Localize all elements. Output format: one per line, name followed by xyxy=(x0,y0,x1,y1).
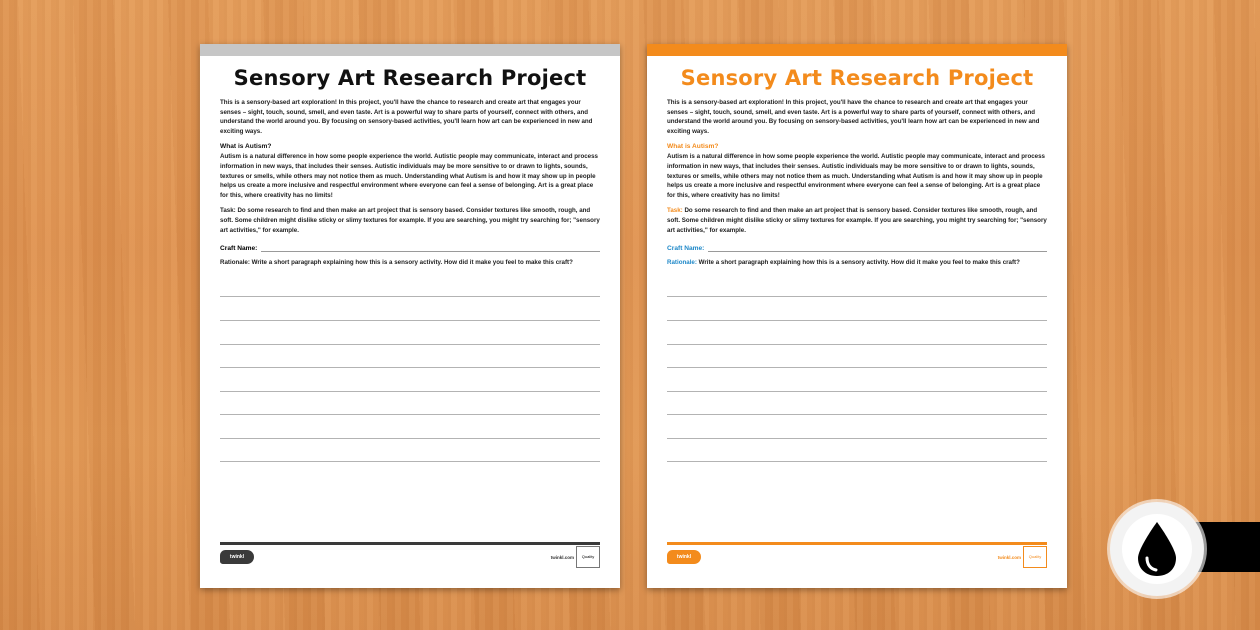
ink-drop-icon xyxy=(1134,520,1180,578)
writing-lines[interactable] xyxy=(667,274,1047,463)
rationale-label: Rationale: xyxy=(220,259,250,267)
writing-line[interactable] xyxy=(220,274,600,298)
rationale-text: Write a short paragraph explaining how this is a sensory activity. How did it make you feel to make this craft? xyxy=(249,259,573,267)
task-paragraph xyxy=(667,206,1047,235)
rationale-text: Write a short paragraph explaining how this is a sensory activity. How did it make you feel to make this craft? xyxy=(696,259,1020,267)
top-bar xyxy=(647,44,1067,56)
craft-name-field[interactable] xyxy=(220,244,600,252)
craft-label: Craft Name: xyxy=(220,245,258,253)
writing-line[interactable] xyxy=(667,297,1047,321)
footer-rule xyxy=(220,542,600,545)
rationale-label: Rationale: xyxy=(667,259,697,267)
autism-heading: What is Autism? xyxy=(667,143,719,151)
task-label: Task: xyxy=(667,207,683,215)
worksheet-greyscale xyxy=(200,44,620,588)
writing-line[interactable] xyxy=(667,368,1047,392)
page-title: Sensory Art Research Project xyxy=(233,66,587,90)
footer-credit: twinkl.com xyxy=(550,555,574,560)
writing-line[interactable] xyxy=(220,297,600,321)
ink-saver-badge[interactable] xyxy=(1110,502,1204,596)
writing-line[interactable] xyxy=(667,345,1047,369)
rationale-paragraph xyxy=(667,258,1047,268)
craft-name-field[interactable] xyxy=(667,244,1047,252)
writing-line[interactable] xyxy=(220,439,600,463)
footer-rule xyxy=(667,542,1047,545)
writing-line[interactable] xyxy=(667,415,1047,439)
ink-saver-inner xyxy=(1122,514,1192,584)
writing-line[interactable] xyxy=(220,321,600,345)
task-paragraph xyxy=(220,206,600,235)
writing-line[interactable] xyxy=(220,415,600,439)
intro-paragraph: This is a sensory-based art exploration! In this project, you'll have the chance to research and create art that engages your senses – sight, touch, sound, smell, and even taste. Art is a powerful way to share parts of yourself, connect with others, and understand the world around you. By focusing on sensory-based activities, you'll learn how art can be experienced in new and exciting ways. xyxy=(667,99,1040,135)
twinkl-logo: twinkl xyxy=(667,550,701,564)
quality-badge: Quality xyxy=(1023,546,1047,568)
writing-line[interactable] xyxy=(220,368,600,392)
craft-name-line[interactable] xyxy=(708,244,1047,252)
autism-paragraph: Autism is a natural difference in how some people experience the world. Autistic people may communicate, interact and process information in new ways, that includes their senses. Autistic individuals may be more sensitive to or drawn to lights, sounds, textures or smells, while others may not notice them as much. Understanding what Autism is and how it may show up in people helps us create a more inclusive and respectful environment where everyone can feel a sense of belonging. Art is a great place for this, where creativity has no limits! xyxy=(667,153,1045,199)
writing-line[interactable] xyxy=(667,439,1047,463)
worksheet-colour xyxy=(647,44,1067,588)
twinkl-logo: twinkl xyxy=(220,550,254,564)
top-bar xyxy=(200,44,620,56)
intro-paragraph: This is a sensory-based art exploration! In this project, you'll have the chance to research and create art that engages your senses – sight, touch, sound, smell, and even taste. Art is a powerful way to share parts of yourself, connect with others, and understand the world around you. By focusing on sensory-based activities, you'll learn how art can be experienced in new and exciting ways. xyxy=(220,99,593,135)
task-text: Do some research to find and then make an art project that is sensory based. Consider textures like smooth, rough, and soft. Some children might dislike sticky or slimy textures for example. If you are searching, you might try searching for; "sensory art activities," for example. xyxy=(220,207,600,234)
footer-credit: twinkl.com xyxy=(997,555,1021,560)
writing-line[interactable] xyxy=(667,321,1047,345)
quality-badge: Quality xyxy=(576,546,600,568)
writing-lines[interactable] xyxy=(220,274,600,463)
craft-name-line[interactable] xyxy=(261,244,600,252)
writing-line[interactable] xyxy=(667,392,1047,416)
autism-paragraph: Autism is a natural difference in how some people experience the world. Autistic people may communicate, interact and process information in new ways, that includes their senses. Autistic individuals may be more sensitive to or drawn to lights, sounds, textures or smells, while others may not notice them as much. Understanding what Autism is and how it may show up in people helps us create a more inclusive and respectful environment where everyone can feel a sense of belonging. Art is a great place for this, where creativity has no limits! xyxy=(220,153,598,199)
craft-label: Craft Name: xyxy=(667,245,705,253)
rationale-paragraph xyxy=(220,258,600,268)
writing-line[interactable] xyxy=(220,392,600,416)
task-text: Do some research to find and then make an art project that is sensory based. Consider textures like smooth, rough, and soft. Some children might dislike sticky or slimy textures for example. If you are searching, you might try searching for; "sensory art activities," for example. xyxy=(667,207,1047,234)
autism-heading: What is Autism? xyxy=(220,143,272,151)
task-label: Task: xyxy=(220,207,236,215)
writing-line[interactable] xyxy=(220,345,600,369)
writing-line[interactable] xyxy=(667,274,1047,298)
page-title: Sensory Art Research Project xyxy=(680,66,1034,90)
